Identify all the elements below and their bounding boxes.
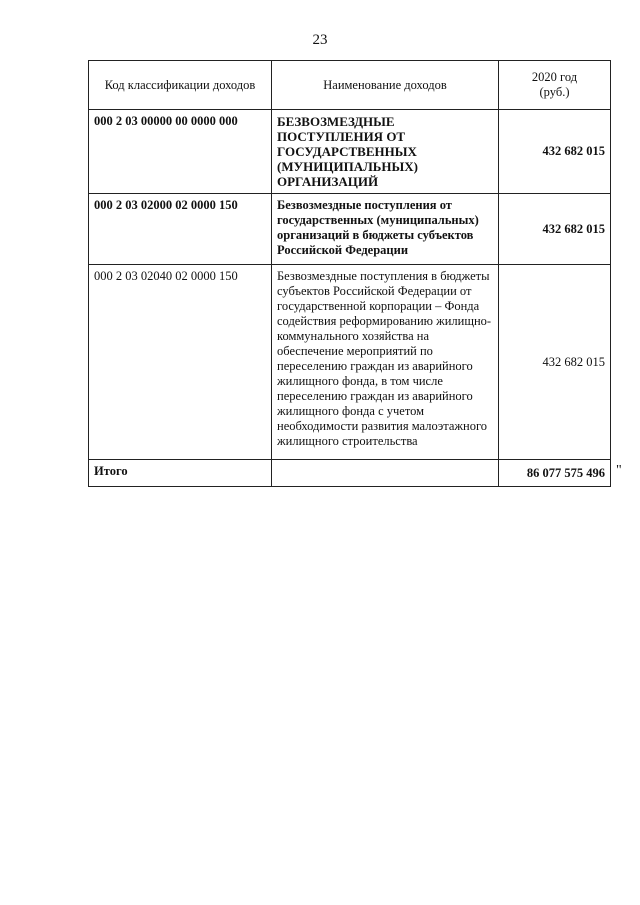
page-number: 23 xyxy=(312,32,328,48)
header-amount xyxy=(499,61,611,110)
row-code: 000 2 03 02040 02 0000 150 xyxy=(89,265,272,460)
row-code: 000 2 03 00000 00 0000 000 xyxy=(89,110,272,194)
total-amount: 86 077 575 496 xyxy=(499,460,611,487)
revenue-table xyxy=(88,60,611,487)
header-name: Наименование доходов xyxy=(272,61,499,110)
row-amount: 432 682 015 xyxy=(499,110,611,194)
total-row xyxy=(89,460,611,487)
row-amount: 432 682 015 xyxy=(499,194,611,265)
header-amount-year: 2020 год xyxy=(531,70,578,84)
row-name: БЕЗВОЗМЕЗДНЫЕ ПОСТУПЛЕНИЯ ОТ ГОСУДАРСТВЕННЫХ (МУНИЦИПАЛЬНЫХ) ОРГАНИЗАЦИЙ xyxy=(272,110,499,194)
row-code: 000 2 03 02000 02 0000 150 xyxy=(89,194,272,265)
row-amount: 432 682 015 xyxy=(499,265,611,460)
table-row xyxy=(89,194,611,265)
closing-quote-mark: " xyxy=(616,463,622,478)
header-amount-unit: (руб.) xyxy=(539,85,570,99)
table-header-row xyxy=(89,61,611,110)
row-name: Безвозмездные поступления в бюджеты субъектов Российской Федерации от государственной корпорации – Фонда содействия реформированию жилищно-коммунального хозяйства на обеспечение мероприятий по переселению граждан из аварийного жилищного фонда, в том числе переселению граждан из аварийного жилищного фонда с учетом необходимости развития малоэтажного жилищного строительства xyxy=(272,265,499,460)
table-row xyxy=(89,110,611,194)
row-name: Безвозмездные поступления от государственных (муниципальных) организаций в бюджеты субъектов Российской Федерации xyxy=(272,194,499,265)
total-label: Итого xyxy=(89,460,272,487)
total-name xyxy=(272,460,499,487)
header-code: Код классификации доходов xyxy=(89,61,272,110)
table-row xyxy=(89,265,611,460)
